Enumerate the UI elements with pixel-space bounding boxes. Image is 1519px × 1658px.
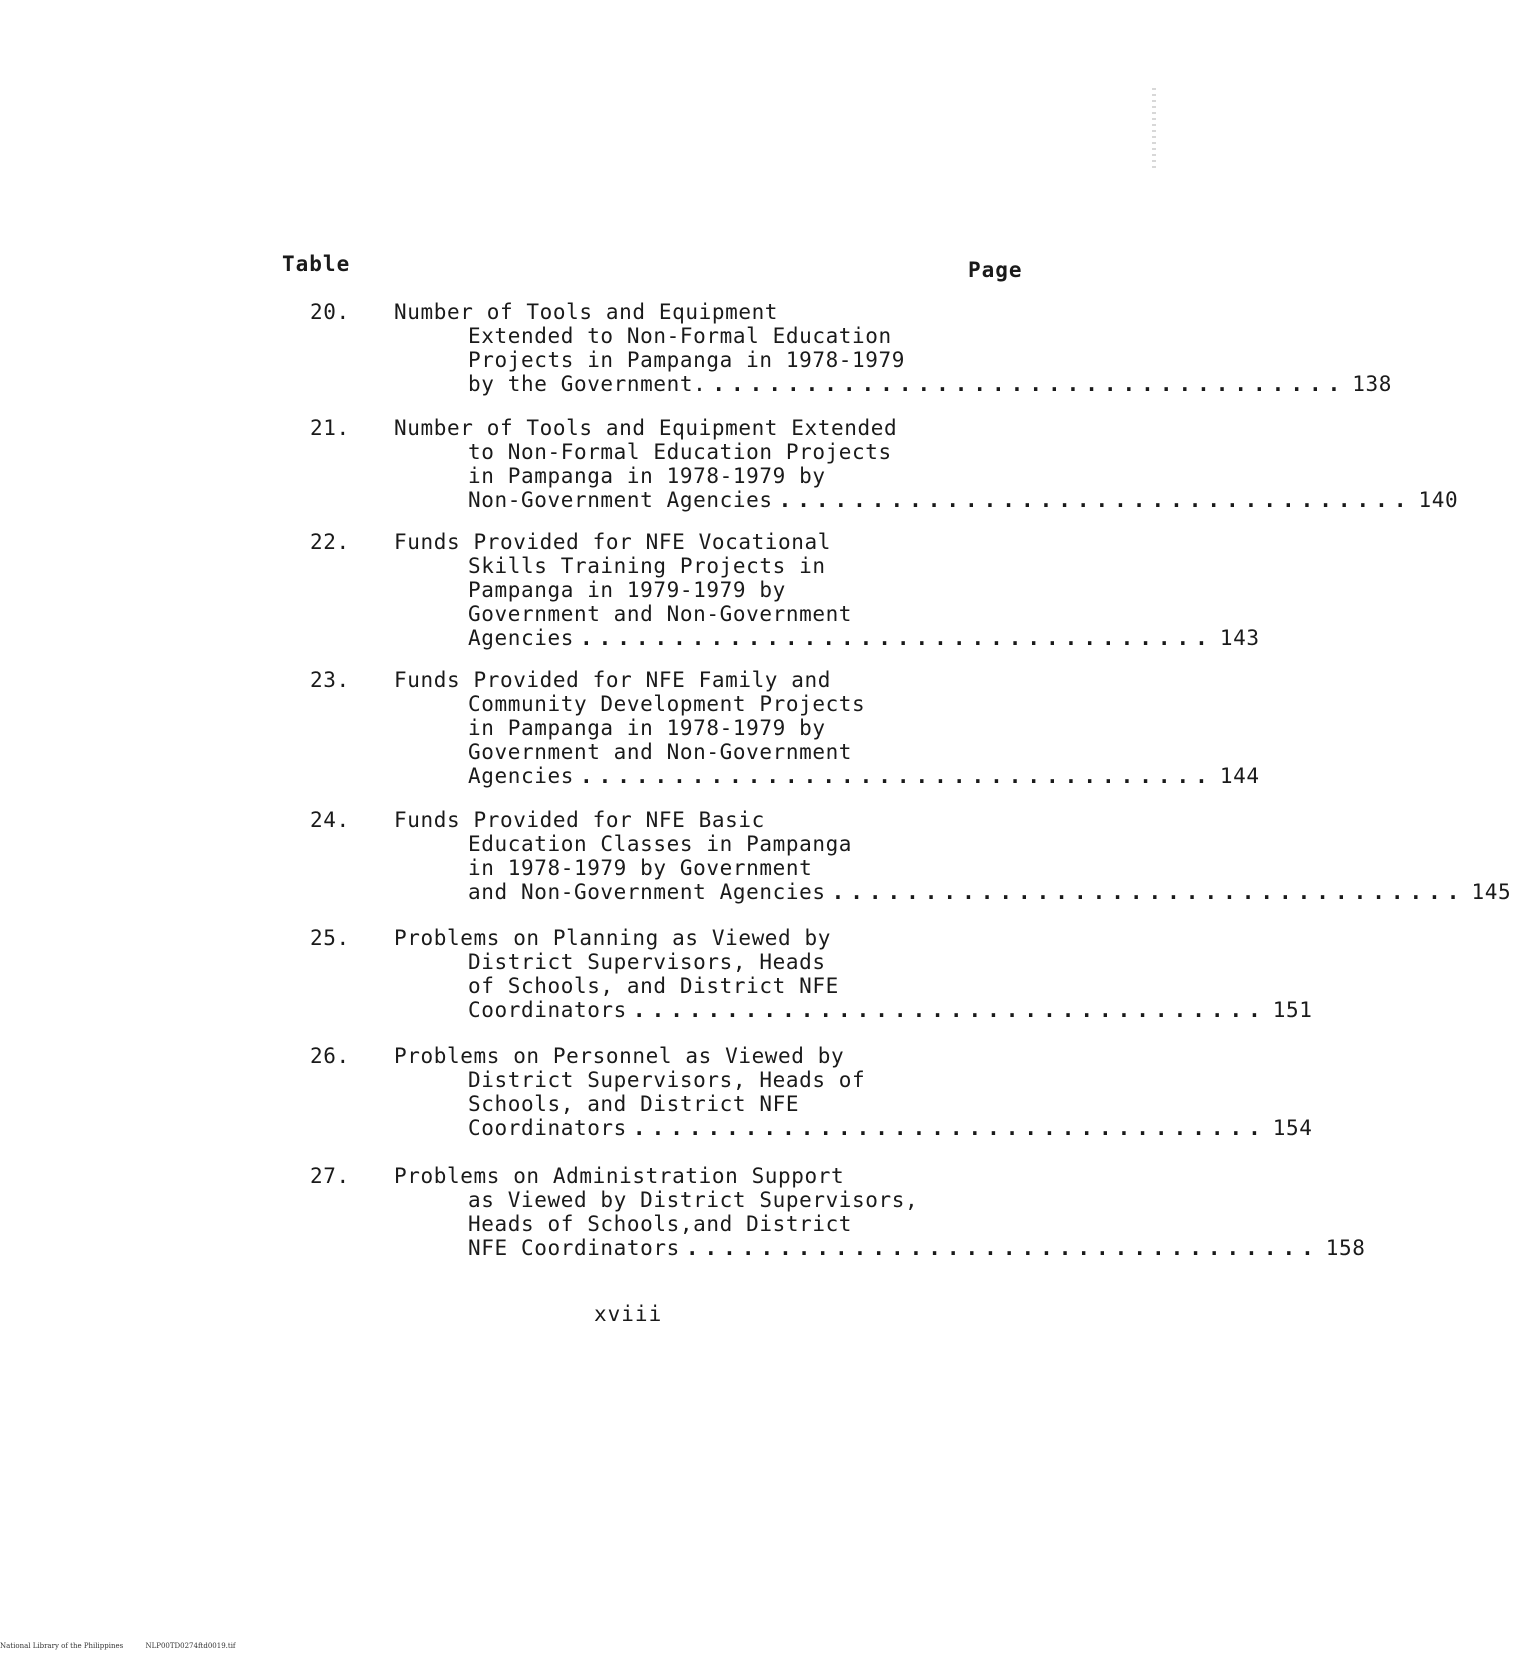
entry-title-line: and Non-Government Agencies bbox=[468, 880, 826, 904]
entry-number: 27. bbox=[310, 1164, 350, 1188]
entry-title-line: in Pampanga in 1978-1979 by bbox=[468, 464, 826, 488]
entry-title-line: Heads of Schools,and District bbox=[468, 1212, 853, 1236]
entry-page-number: 138 bbox=[1352, 372, 1392, 396]
entry-title-line: Government and Non-Government bbox=[468, 602, 853, 626]
entry-title-line: Non-Government Agencies bbox=[468, 488, 773, 512]
entry-title-line: by the Government. bbox=[468, 372, 707, 396]
entry-number: 24. bbox=[310, 808, 350, 832]
entry-title-line: District Supervisors, Heads bbox=[468, 950, 826, 974]
entry-title-line: as Viewed by District Supervisors, bbox=[468, 1188, 919, 1212]
entry-title-line: Problems on Planning as Viewed by bbox=[394, 926, 832, 950]
scan-footer bbox=[0, 1642, 256, 1650]
entry-title-line: of Schools, and District NFE bbox=[468, 974, 839, 998]
entry-last-line bbox=[468, 764, 1260, 788]
entry-number: 26. bbox=[310, 1044, 350, 1068]
entry-title-line: Funds Provided for NFE Family and bbox=[394, 668, 832, 692]
entry-last-line bbox=[468, 998, 1313, 1022]
footer-library: National Library of the Philippines bbox=[0, 1642, 124, 1650]
footer-filename: NLP00TD0274ftd0019.tif bbox=[145, 1642, 236, 1650]
entry-page-number: 145 bbox=[1471, 880, 1512, 904]
entry-title-line: Agencies bbox=[468, 764, 574, 788]
entry-page-number: 158 bbox=[1325, 1236, 1366, 1260]
entry-last-line bbox=[468, 626, 1260, 650]
entry-number: 21. bbox=[310, 416, 350, 440]
entry-title-line: Community Development Projects bbox=[468, 692, 866, 716]
entry-title-line: Schools, and District NFE bbox=[468, 1092, 800, 1116]
page-folio: xviii bbox=[594, 1302, 663, 1326]
entry-title-line: Number of Tools and Equipment Extended bbox=[394, 416, 898, 440]
dot-leader: .................................. bbox=[778, 488, 1413, 512]
entry-last-line bbox=[468, 1116, 1313, 1140]
entry-title-line: District Supervisors, Heads of bbox=[468, 1068, 866, 1092]
entry-number: 20. bbox=[310, 300, 350, 324]
entry-page-number: 144 bbox=[1219, 764, 1260, 788]
entry-last-line bbox=[468, 880, 1512, 904]
entry-last-line bbox=[468, 1236, 1366, 1260]
dot-leader: .................................. bbox=[685, 1236, 1320, 1260]
scan-artifact bbox=[1152, 88, 1156, 168]
entry-last-line bbox=[468, 488, 1459, 512]
entry-title-line: Projects in Pampanga in 1978-1979 bbox=[468, 348, 906, 372]
entry-title-line: Extended to Non-Formal Education bbox=[468, 324, 892, 348]
entry-title-line: Problems on Personnel as Viewed by bbox=[394, 1044, 845, 1068]
entry-title-line: Agencies bbox=[468, 626, 574, 650]
entry-title-line: Coordinators bbox=[468, 998, 627, 1022]
entry-number: 23. bbox=[310, 668, 350, 692]
entry-title-line: Number of Tools and Equipment bbox=[394, 300, 779, 324]
entry-page-number: 154 bbox=[1272, 1116, 1313, 1140]
entry-title-line: Pampanga in 1979-1979 by bbox=[468, 578, 786, 602]
entry-title-line: in Pampanga in 1978-1979 by bbox=[468, 716, 826, 740]
entry-title-line: Funds Provided for NFE Basic bbox=[394, 808, 765, 832]
entry-title-line: Coordinators bbox=[468, 1116, 627, 1140]
entry-number: 25. bbox=[310, 926, 350, 950]
entry-last-line bbox=[468, 372, 1392, 396]
dot-leader: .................................. bbox=[712, 372, 1347, 396]
entry-page-number: 143 bbox=[1219, 626, 1260, 650]
dot-leader: .................................. bbox=[831, 880, 1466, 904]
entry-title-line: to Non-Formal Education Projects bbox=[468, 440, 892, 464]
entry-page-number: 140 bbox=[1418, 488, 1459, 512]
entry-page-number: 151 bbox=[1272, 998, 1313, 1022]
table-column-header: Table bbox=[282, 252, 351, 276]
entry-title-line: NFE Coordinators bbox=[468, 1236, 680, 1260]
entry-title-line: Skills Training Projects in bbox=[468, 554, 826, 578]
entry-title-line: Government and Non-Government bbox=[468, 740, 853, 764]
entry-title-line: Funds Provided for NFE Vocational bbox=[394, 530, 832, 554]
dot-leader: .................................. bbox=[579, 764, 1214, 788]
entry-title-line: in 1978-1979 by Government bbox=[468, 856, 813, 880]
dot-leader: .................................. bbox=[579, 626, 1214, 650]
dot-leader: .................................. bbox=[632, 1116, 1267, 1140]
entry-title-line: Education Classes in Pampanga bbox=[468, 832, 853, 856]
page-column-header: Page bbox=[968, 258, 1023, 282]
entry-number: 22. bbox=[310, 530, 350, 554]
entry-title-line: Problems on Administration Support bbox=[394, 1164, 845, 1188]
dot-leader: .................................. bbox=[632, 998, 1267, 1022]
